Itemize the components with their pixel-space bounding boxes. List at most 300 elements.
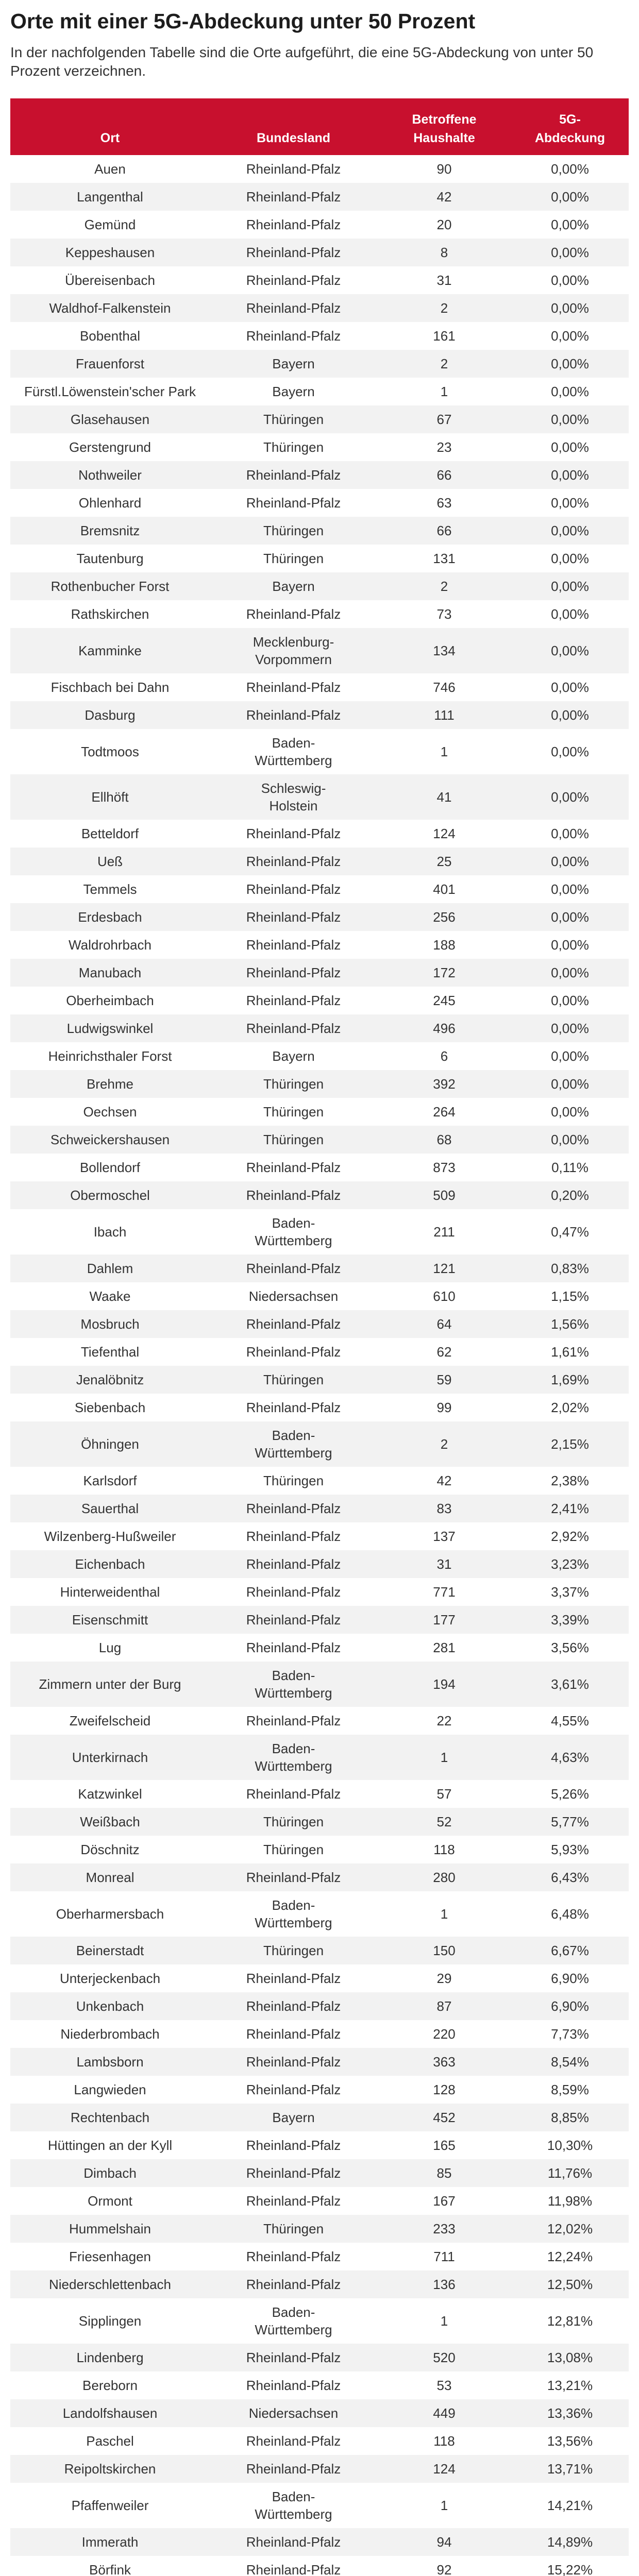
cell-abdeckung — [511, 2371, 629, 2399]
table-row — [10, 572, 629, 600]
cell-ort-text: Ormont — [88, 2193, 132, 2209]
cell-haushalte — [377, 1550, 511, 1578]
table-row — [10, 183, 629, 211]
cell-abdeckung — [511, 1735, 629, 1780]
cell-abdeckung-text: 10,30% — [547, 2138, 593, 2153]
cell-abdeckung — [511, 1014, 629, 1042]
cell-bundesland — [210, 2298, 377, 2344]
cell-ort-text: Beinerstadt — [76, 1943, 144, 1958]
cell-bundesland — [210, 211, 377, 239]
cell-abdeckung-text: 0,00% — [551, 384, 589, 399]
cell-ort — [10, 1467, 210, 1495]
cell-ort — [10, 1181, 210, 1209]
cell-abdeckung — [511, 1606, 629, 1634]
cell-haushalte — [377, 1707, 511, 1735]
cell-haushalte-text: 8 — [440, 245, 448, 260]
cell-ort-text: Mosbruch — [80, 1316, 140, 1332]
cell-abdeckung — [511, 1550, 629, 1578]
cell-bundesland — [210, 2076, 377, 2104]
cell-bundesland-text: Rheinland-Pfalz — [246, 1556, 341, 1572]
cell-bundesland-text: Niedersachsen — [248, 1289, 339, 1304]
cell-ort-text: Dimbach — [83, 2165, 137, 2181]
cell-abdeckung — [511, 1209, 629, 1255]
cell-haushalte-text: 363 — [433, 2054, 456, 2070]
cell-abdeckung-text: 12,50% — [547, 2277, 593, 2292]
table-row — [10, 294, 629, 322]
cell-haushalte-text: 188 — [433, 937, 456, 953]
cell-ort — [10, 848, 210, 875]
cell-bundesland-text: Baden-Württemberg — [255, 1897, 332, 1930]
table-row — [10, 1338, 629, 1366]
cell-bundesland — [210, 2159, 377, 2187]
table-row — [10, 729, 629, 774]
cell-ort — [10, 1634, 210, 1662]
cell-ort — [10, 1550, 210, 1578]
cell-haushalte-text: 62 — [436, 1344, 452, 1360]
cell-ort-text: Bereborn — [82, 2378, 138, 2393]
cell-haushalte-text: 111 — [434, 707, 455, 723]
cell-abdeckung-text: 13,08% — [547, 2350, 593, 2365]
cell-haushalte — [377, 1891, 511, 1937]
table-row — [10, 1421, 629, 1467]
cell-haushalte — [377, 1495, 511, 1522]
cell-bundesland — [210, 1992, 377, 2020]
cell-abdeckung — [511, 1964, 629, 1992]
cell-ort-text: Oberharmersbach — [56, 1906, 164, 1922]
table-row — [10, 1042, 629, 1070]
column-header-bundesland[interactable] — [210, 98, 377, 155]
table-row — [10, 378, 629, 405]
cell-ort-text: Niederschlettenbach — [48, 2277, 172, 2292]
data-table — [10, 98, 629, 2576]
cell-abdeckung-text: 0,83% — [551, 1261, 589, 1276]
cell-abdeckung — [511, 1780, 629, 1808]
table-row — [10, 1707, 629, 1735]
cell-abdeckung-text: 0,11% — [551, 1160, 588, 1175]
cell-ort — [10, 1310, 210, 1338]
column-header-abdeckung[interactable] — [511, 98, 629, 155]
cell-ort — [10, 239, 210, 266]
cell-haushalte-text: 280 — [433, 1870, 456, 1885]
cell-ort-text: Unkenbach — [76, 1998, 144, 2014]
table-row — [10, 701, 629, 729]
cell-bundesland-text: Thüringen — [263, 523, 324, 538]
cell-bundesland — [210, 1707, 377, 1735]
table-row — [10, 1255, 629, 1282]
cell-abdeckung-text: 13,21% — [547, 2378, 593, 2393]
cell-bundesland — [210, 848, 377, 875]
cell-haushalte-text: 20 — [436, 217, 452, 232]
cell-ort — [10, 1522, 210, 1550]
cell-ort-text: Landolfshausen — [62, 2405, 158, 2421]
cell-ort — [10, 155, 210, 183]
cell-abdeckung-text: 8,54% — [551, 2054, 589, 2070]
cell-ort-text: Bollendorf — [79, 1160, 141, 1175]
cell-bundesland — [210, 1891, 377, 1937]
cell-bundesland — [210, 1863, 377, 1891]
cell-haushalte-text: 59 — [436, 1372, 452, 1387]
cell-bundesland-text: Rheinland-Pfalz — [246, 245, 341, 260]
cell-bundesland-text: Rheinland-Pfalz — [246, 2026, 341, 2042]
cell-abdeckung — [511, 1181, 629, 1209]
cell-ort-text: Ludwigswinkel — [66, 1021, 154, 1036]
table-row — [10, 239, 629, 266]
cell-haushalte — [377, 1467, 511, 1495]
cell-abdeckung-text: 0,00% — [551, 789, 589, 805]
cell-bundesland — [210, 322, 377, 350]
table-row — [10, 1070, 629, 1098]
cell-abdeckung-text: 0,00% — [551, 854, 589, 869]
cell-abdeckung-text: 0,00% — [551, 680, 589, 695]
cell-bundesland — [210, 774, 377, 820]
cell-abdeckung — [511, 600, 629, 628]
cell-haushalte — [377, 489, 511, 517]
cell-abdeckung-text: 0,00% — [551, 826, 589, 841]
cell-bundesland — [210, 1255, 377, 1282]
cell-bundesland-text: Baden-Württemberg — [255, 735, 332, 768]
cell-ort — [10, 1578, 210, 1606]
cell-bundesland — [210, 2455, 377, 2483]
table-row — [10, 2455, 629, 2483]
cell-bundesland-text: Bayern — [272, 384, 315, 399]
cell-ort-text: Gemünd — [84, 217, 136, 232]
cell-ort — [10, 1338, 210, 1366]
cell-abdeckung-text: 0,00% — [551, 467, 589, 483]
table-row — [10, 1606, 629, 1634]
cell-bundesland-text: Thüringen — [263, 1104, 324, 1120]
cell-abdeckung — [511, 2270, 629, 2298]
cell-bundesland-text: Thüringen — [263, 2221, 324, 2236]
cell-bundesland-text: Rheinland-Pfalz — [246, 2082, 341, 2097]
cell-haushalte-text: 66 — [436, 467, 452, 483]
cell-abdeckung-text: 0,00% — [551, 412, 589, 427]
cell-haushalte — [377, 1964, 511, 1992]
table-row — [10, 1550, 629, 1578]
cell-haushalte-text: 31 — [436, 1556, 452, 1572]
cell-haushalte — [377, 987, 511, 1014]
table-row — [10, 2048, 629, 2076]
cell-bundesland — [210, 1014, 377, 1042]
cell-ort-text: Sauerthal — [81, 1501, 139, 1516]
cell-ort — [10, 1964, 210, 1992]
cell-bundesland — [210, 1098, 377, 1126]
cell-bundesland-text: Rheinland-Pfalz — [246, 2193, 341, 2209]
cell-abdeckung-text: 1,69% — [551, 1372, 589, 1387]
cell-haushalte — [377, 322, 511, 350]
cell-abdeckung — [511, 378, 629, 405]
cell-ort — [10, 701, 210, 729]
cell-ort-text: Langenthal — [77, 189, 143, 205]
cell-abdeckung-text: 0,00% — [551, 217, 589, 232]
cell-bundesland — [210, 239, 377, 266]
cell-bundesland — [210, 1495, 377, 1522]
cell-abdeckung — [511, 1891, 629, 1937]
cell-haushalte — [377, 155, 511, 183]
cell-haushalte-text: 90 — [436, 161, 452, 177]
cell-ort-text: Glasehausen — [70, 412, 150, 427]
cell-bundesland — [210, 729, 377, 774]
cell-ort-text: Lindenberg — [76, 2350, 144, 2365]
cell-ort — [10, 322, 210, 350]
table-row — [10, 1863, 629, 1891]
cell-haushalte — [377, 2076, 511, 2104]
cell-ort-text: Waldhof-Falkenstein — [49, 300, 171, 316]
table-row — [10, 489, 629, 517]
table-row — [10, 2104, 629, 2131]
cell-abdeckung — [511, 2298, 629, 2344]
cell-bundesland — [210, 2243, 377, 2270]
cell-bundesland — [210, 1154, 377, 1181]
cell-bundesland-text: Thüringen — [263, 1842, 324, 1857]
cell-abdeckung-text: 0,00% — [551, 523, 589, 538]
table-row — [10, 322, 629, 350]
cell-bundesland — [210, 1310, 377, 1338]
cell-abdeckung — [511, 1310, 629, 1338]
cell-abdeckung — [511, 729, 629, 774]
cell-haushalte-text: 245 — [433, 993, 456, 1008]
cell-abdeckung-text: 14,21% — [547, 2498, 593, 2513]
cell-ort — [10, 2215, 210, 2243]
cell-ort — [10, 1863, 210, 1891]
cell-bundesland-text: Thüringen — [263, 1814, 324, 1829]
cell-abdeckung-text: 13,56% — [547, 2433, 593, 2449]
cell-ort-text: Schweickershausen — [50, 1132, 170, 1147]
cell-abdeckung — [511, 2243, 629, 2270]
cell-bundesland — [210, 433, 377, 461]
cell-haushalte — [377, 2131, 511, 2159]
cell-haushalte-text: 2 — [440, 1436, 448, 1452]
cell-bundesland-text: Rheinland-Pfalz — [246, 161, 341, 177]
cell-haushalte — [377, 1255, 511, 1282]
cell-ort — [10, 1606, 210, 1634]
cell-ort — [10, 1780, 210, 1808]
table-row — [10, 1780, 629, 1808]
cell-haushalte-text: 42 — [436, 1473, 452, 1488]
cell-ort — [10, 2243, 210, 2270]
cell-bundesland — [210, 2215, 377, 2243]
cell-haushalte-text: 23 — [436, 439, 452, 455]
cell-haushalte-text: 1 — [440, 1750, 448, 1765]
cell-haushalte-text: 873 — [433, 1160, 456, 1175]
cell-abdeckung — [511, 572, 629, 600]
table-row — [10, 2483, 629, 2528]
cell-ort-text: Dasburg — [85, 707, 136, 723]
cell-haushalte — [377, 1606, 511, 1634]
cell-abdeckung-text: 1,15% — [551, 1289, 589, 1304]
cell-ort — [10, 1421, 210, 1467]
cell-ort — [10, 1836, 210, 1863]
cell-haushalte-text: 194 — [433, 1676, 456, 1692]
cell-ort — [10, 2399, 210, 2427]
cell-bundesland — [210, 2020, 377, 2048]
cell-ort — [10, 2556, 210, 2576]
table-row — [10, 931, 629, 959]
cell-abdeckung-text: 0,00% — [551, 643, 589, 658]
cell-ort-text: Tiefenthal — [80, 1344, 140, 1360]
column-header-label: Ort — [100, 131, 120, 145]
cell-ort-text: Übereisenbach — [65, 273, 155, 288]
cell-ort — [10, 1366, 210, 1394]
cell-haushalte-text: 121 — [433, 1261, 456, 1276]
cell-abdeckung-text: 6,90% — [551, 1998, 589, 2014]
column-header-label: 5G-Abdeckung — [534, 112, 606, 145]
cell-haushalte-text: 67 — [436, 412, 452, 427]
cell-abdeckung — [511, 433, 629, 461]
cell-haushalte — [377, 1578, 511, 1606]
cell-abdeckung — [511, 2556, 629, 2576]
cell-ort-text: Auen — [94, 161, 126, 177]
cell-abdeckung — [511, 931, 629, 959]
cell-haushalte — [377, 1366, 511, 1394]
cell-abdeckung-text: 13,36% — [547, 2405, 593, 2421]
cell-abdeckung — [511, 2528, 629, 2556]
cell-bundesland-text: Rheinland-Pfalz — [246, 2054, 341, 2070]
cell-haushalte — [377, 405, 511, 433]
column-header-label: Bundesland — [256, 131, 331, 145]
cell-ort-text: Erdesbach — [78, 909, 142, 925]
cell-ort — [10, 1282, 210, 1310]
cell-bundesland — [210, 1338, 377, 1366]
cell-haushalte — [377, 1421, 511, 1467]
cell-abdeckung-text: 11,98% — [547, 2193, 593, 2209]
table-row — [10, 211, 629, 239]
cell-bundesland-text: Niedersachsen — [248, 2405, 339, 2421]
cell-abdeckung — [511, 517, 629, 545]
cell-abdeckung — [511, 1098, 629, 1126]
cell-haushalte-text: 165 — [433, 2138, 456, 2153]
cell-ort-text: Reipoltskirchen — [64, 2461, 156, 2477]
cell-ort-text: Hüttingen an der Kyll — [47, 2138, 173, 2153]
cell-ort-text: Obermoschel — [70, 1188, 150, 1203]
cell-ort — [10, 2528, 210, 2556]
cell-ort-text: Waldrohrbach — [69, 937, 152, 953]
table-row — [10, 1366, 629, 1394]
cell-haushalte — [377, 673, 511, 701]
table-row — [10, 2298, 629, 2344]
table-row — [10, 517, 629, 545]
cell-haushalte — [377, 848, 511, 875]
chart-description: In der nachfolgenden Tabelle sind die Orte aufgeführt, die eine 5G-Abdeckung von unter 50 Prozent verzeichnen. — [10, 44, 594, 79]
cell-bundesland — [210, 183, 377, 211]
table-row — [10, 2344, 629, 2371]
table-row — [10, 1891, 629, 1937]
cell-bundesland-text: Rheinland-Pfalz — [246, 1160, 341, 1175]
cell-ort — [10, 2187, 210, 2215]
table-row — [10, 628, 629, 673]
cell-abdeckung — [511, 1126, 629, 1154]
table-row — [10, 2131, 629, 2159]
cell-abdeckung-text: 3,61% — [551, 1676, 589, 1692]
cell-ort-text: Hummelshain — [69, 2221, 151, 2236]
cell-haushalte-text: 449 — [433, 2405, 456, 2421]
cell-ort-text: Bobenthal — [79, 328, 141, 344]
cell-ort — [10, 820, 210, 848]
cell-ort — [10, 903, 210, 931]
table-row — [10, 1394, 629, 1421]
cell-abdeckung-text: 0,00% — [551, 245, 589, 260]
cell-haushalte-text: 94 — [436, 2534, 452, 2550]
cell-ort — [10, 931, 210, 959]
cell-abdeckung-text: 0,00% — [551, 1021, 589, 1036]
cell-abdeckung — [511, 183, 629, 211]
cell-abdeckung — [511, 875, 629, 903]
cell-bundesland — [210, 2344, 377, 2371]
column-header-ort[interactable] — [10, 98, 210, 155]
cell-haushalte — [377, 628, 511, 673]
cell-bundesland — [210, 155, 377, 183]
cell-ort — [10, 1209, 210, 1255]
cell-ort-text: Bremsnitz — [80, 523, 140, 538]
cell-bundesland — [210, 1550, 377, 1578]
cell-bundesland-text: Rheinland-Pfalz — [246, 2277, 341, 2292]
cell-haushalte — [377, 959, 511, 987]
cell-abdeckung-text: 0,00% — [551, 189, 589, 205]
cell-abdeckung — [511, 489, 629, 517]
cell-abdeckung — [511, 1836, 629, 1863]
cell-bundesland — [210, 959, 377, 987]
cell-ort — [10, 1154, 210, 1181]
cell-haushalte-text: 711 — [433, 2249, 455, 2264]
cell-abdeckung — [511, 1662, 629, 1707]
cell-haushalte — [377, 1735, 511, 1780]
cell-ort — [10, 1735, 210, 1780]
table-row — [10, 1662, 629, 1707]
cell-abdeckung — [511, 1467, 629, 1495]
cell-bundesland-text: Rheinland-Pfalz — [246, 2433, 341, 2449]
cell-abdeckung-text: 12,81% — [547, 2313, 593, 2329]
cell-ort — [10, 1992, 210, 2020]
cell-haushalte-text: 57 — [436, 1786, 452, 1802]
cell-bundesland — [210, 2556, 377, 2576]
cell-haushalte — [377, 1098, 511, 1126]
cell-bundesland — [210, 2528, 377, 2556]
cell-haushalte — [377, 2187, 511, 2215]
cell-ort-text: Unterjeckenbach — [59, 1971, 161, 1986]
cell-ort-text: Frauenforst — [76, 356, 144, 371]
cell-bundesland-text: Rheinland-Pfalz — [246, 2378, 341, 2393]
cell-abdeckung — [511, 1522, 629, 1550]
cell-bundesland-text: Rheinland-Pfalz — [246, 2350, 341, 2365]
cell-ort — [10, 2455, 210, 2483]
cell-haushalte — [377, 1070, 511, 1098]
cell-bundesland-text: Rheinland-Pfalz — [246, 2138, 341, 2153]
cell-haushalte — [377, 2020, 511, 2048]
cell-haushalte-text: 452 — [433, 2110, 456, 2125]
cell-bundesland — [210, 987, 377, 1014]
cell-ort — [10, 183, 210, 211]
cell-abdeckung — [511, 2455, 629, 2483]
cell-ort — [10, 1255, 210, 1282]
cell-ort — [10, 875, 210, 903]
table-row — [10, 1098, 629, 1126]
cell-haushalte-text: 496 — [433, 1021, 456, 1036]
cell-ort — [10, 545, 210, 572]
table-row — [10, 959, 629, 987]
cell-ort-text: Ibach — [93, 1224, 127, 1240]
cell-haushalte-text: 118 — [433, 1842, 455, 1857]
cell-bundesland — [210, 673, 377, 701]
cell-ort — [10, 600, 210, 628]
cell-ort — [10, 2483, 210, 2528]
cell-ort — [10, 2104, 210, 2131]
cell-haushalte — [377, 701, 511, 729]
cell-ort — [10, 350, 210, 378]
column-header-haushalte[interactable] — [377, 98, 511, 155]
cell-ort-text: Brehme — [86, 1076, 134, 1092]
cell-bundesland-text: Rheinland-Pfalz — [246, 1529, 341, 1544]
cell-haushalte-text: 131 — [433, 551, 456, 566]
cell-abdeckung-text: 2,41% — [551, 1501, 589, 1516]
